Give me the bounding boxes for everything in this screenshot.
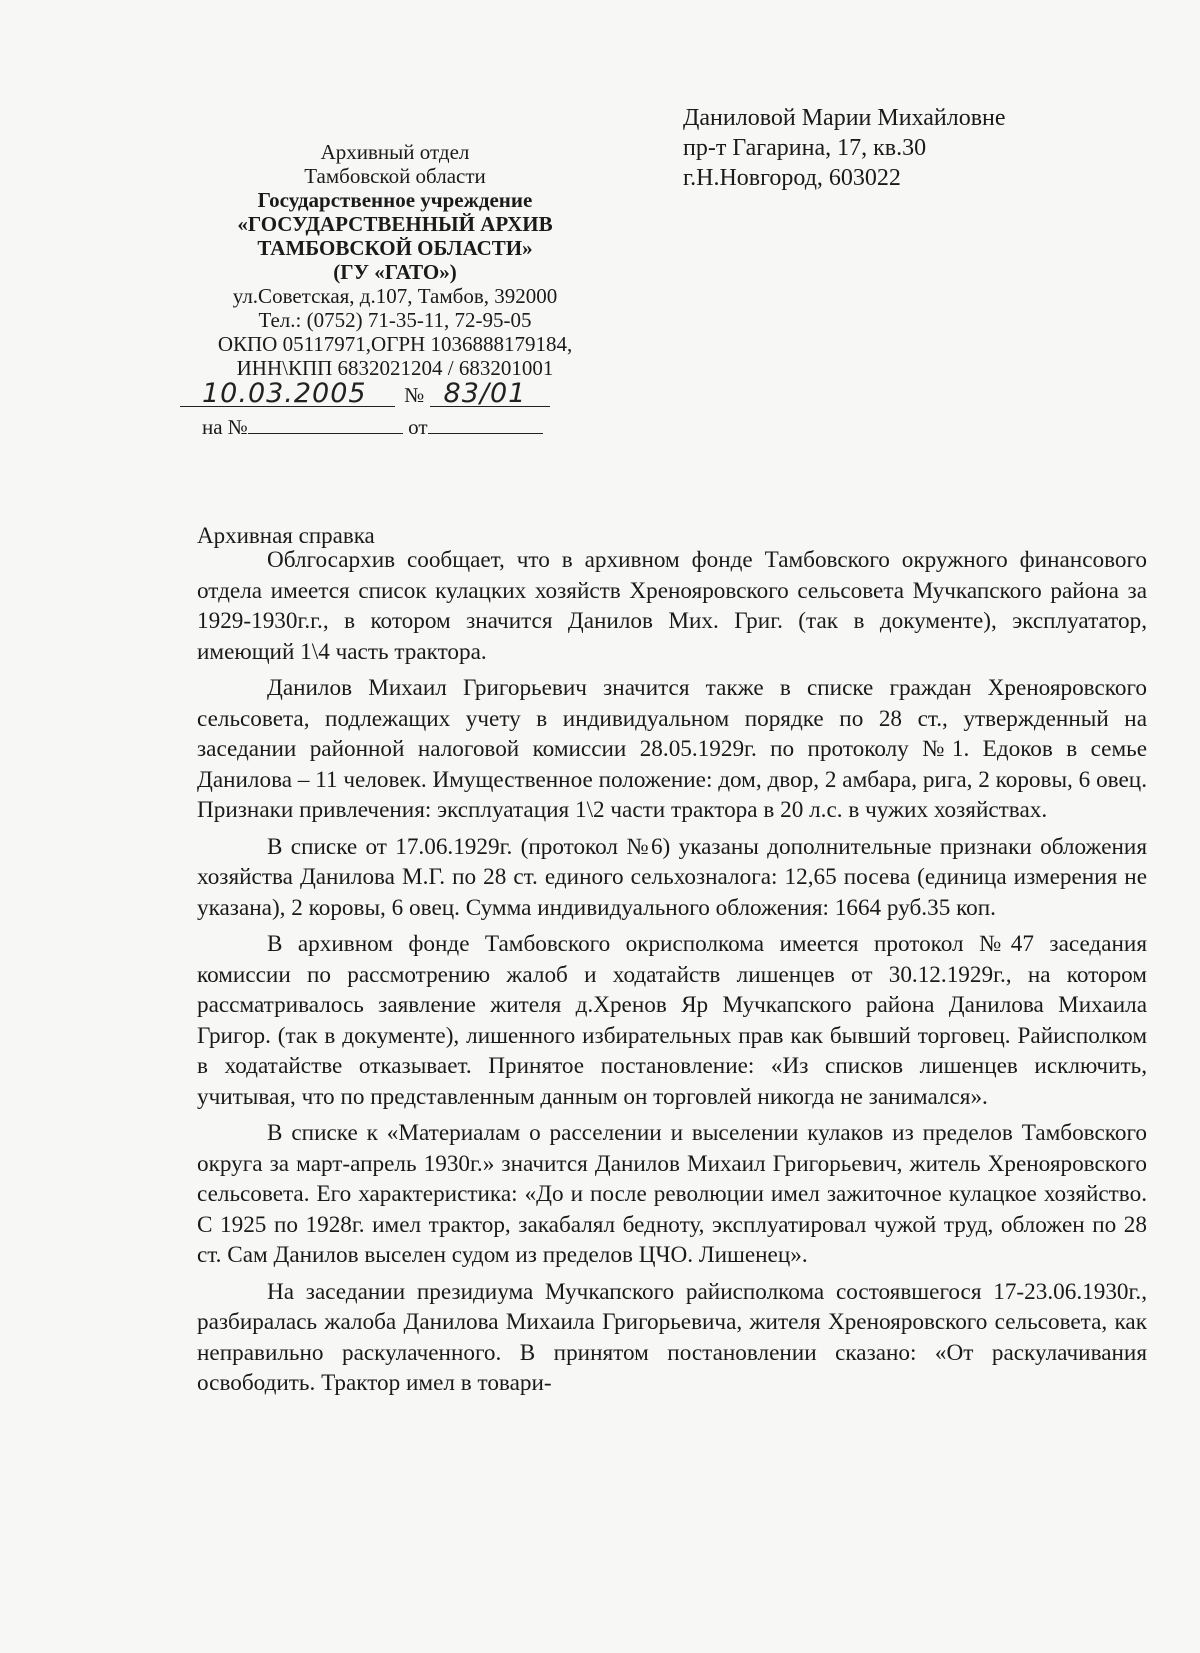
addressee-block (683, 103, 1163, 193)
sender-inn-kpp: ИНН\КПП 6832021204 / 683201001 (236, 356, 554, 380)
institution-name-line1: «ГОСУДАРСТВЕННЫЙ АРХИВ (237, 212, 553, 236)
paragraph: Данилов Михаил Григорьевич значится также в списке граждан Хренояровского сельсовета, подлежащих учету в индивидуальном порядке по 28 ст., утвержденный на заседании районной налоговой комиссии 28.05.1929г. по протоколу №1. Едоков в семье Данилова – 11 человек. Имущественное положение: дом, двор, 2 амбара, рига, 2 коровы, 6 овец. Признаки привлечения: эксплуатация 1\2 части трактора в 20 л.с. в чужих хозяйствах. (197, 675, 1147, 823)
reply-label: на № (202, 415, 248, 439)
paragraph: В архивном фонде Тамбовского окрисполкома имеется протокол №47 заседания комиссии по рассмотрению жалоб и ходатайств лишенцев от 30.12.1929г., на котором рассматривалось заявление жителя д.Хренов Яр Мучкапского района Данилова Михаила Григор. (так в документе), лишенного избирательных прав как бывший торговец. Райисполком в ходатайстве отказывает. Принятое постановление: «Из списков лишенцев исключить, учитывая, что по представленным данным он торговлей никогда не занимался». (197, 931, 1147, 1110)
institution-type: Государственное учреждение (257, 188, 533, 212)
paragraph: Облгосархив сообщает, что в архивном фонде Тамбовского окружного финансового отдела имеется список кулацких хозяйств Хренояровского сельсовета Мучкапского района за 1929-1930г.г., в котором значится Данилов Мих. Григ. (так в документе), эксплуататор, имеющий 1\4 часть трактора. (197, 547, 1147, 665)
addressee-street: пр-т Гагарина, 17, кв.30 (683, 135, 927, 161)
from-label: от (408, 415, 428, 439)
sender-block (180, 140, 610, 440)
reply-number-blank (248, 413, 403, 434)
paragraph: В списке от 17.06.1929г. (протокол №6) указаны дополнительные признаки обложения хозяйства Данилова М.Г. по 28 ст. единого сельхозналога: 12,65 посева (единица измерения не указана), 2 коровы, 6 овец. Сумма индивидуального обложения: 1664 руб.35 коп. (197, 833, 1147, 921)
addressee-name: Даниловой Марии Михайловне (683, 105, 1006, 131)
sender-phone: Тел.: (0752) 71-35-11, 72-95-05 (258, 308, 532, 332)
registration-line (180, 378, 610, 409)
registration-date: 10.03.2005 (180, 382, 395, 407)
reply-line (180, 413, 610, 440)
number-label: № (404, 383, 425, 407)
sender-region: Тамбовской области (304, 164, 486, 188)
document-title: Архивная справка (197, 523, 375, 548)
institution-abbr: (ГУ «ГАТО») (333, 260, 457, 284)
registration-number: 83/01 (430, 382, 550, 407)
sender-okpo-ogrn: ОКПО 05117971,ОГРН 1036888179184, (217, 332, 573, 356)
sender-dept: Архивный отдел (320, 140, 470, 164)
institution-name-line2: ТАМБОВСКОЙ ОБЛАСТИ» (257, 236, 533, 260)
document-body (197, 545, 1147, 1399)
paragraph: На заседании президиума Мучкапского райисполкома состоявшегося 17-23.06.1930г., разбиралась жалоба Данилова Михаила Григорьевича, жителя Хренояровского сельсовета, как неправильно раскулаченного. В принятом постановлении сказано: «От раскулачивания освободить. Трактор имел в товари- (197, 1278, 1147, 1396)
reply-date-blank (428, 413, 543, 434)
addressee-city: г.Н.Новгород, 603022 (683, 165, 901, 191)
sender-address: ул.Советская, д.107, Тамбов, 392000 (232, 284, 558, 308)
paragraph: В списке к «Материалам о расселении и выселении кулаков из пределов Тамбовского округа за март-апрель 1930г.» значится Данилов Михаил Григорьевич, житель Хренояровского сельсовета. Его характеристика: «До и после революции имел зажиточное кулацкое хозяйство. С 1925 по 1928г. имел трактор, закабалял бедноту, эксплуатировал чужой труд, обложен по 28 ст. Сам Данилов выселен судом из пределов ЦЧО. Лишенец». (197, 1120, 1147, 1268)
